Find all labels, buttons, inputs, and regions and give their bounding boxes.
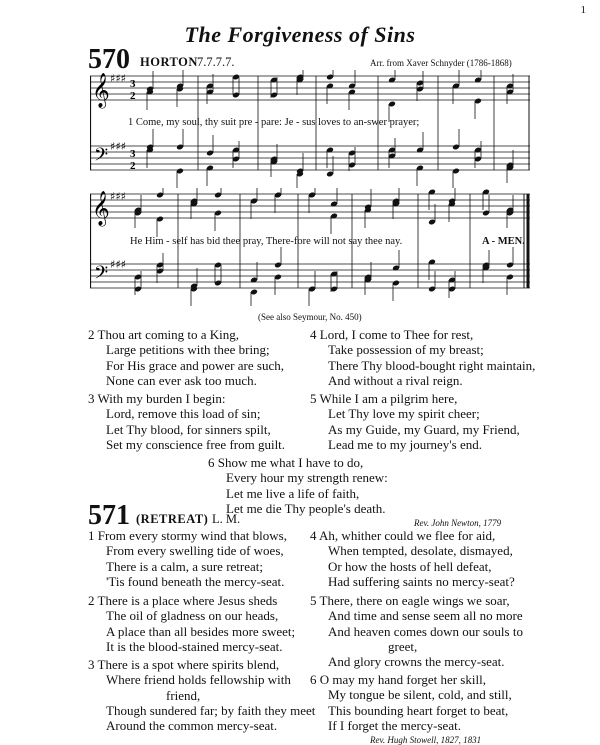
- lyrics-line-1: 1 Come, my soul, thy suit pre - pare: Je - sus loves to an-swer prayer;: [128, 117, 420, 128]
- verse-571-6: 6 O may my hand forget her skill, My tongue be silent, cold, and still, This bounding heart forget to beat, If I forget the mercy-seat.: [310, 672, 512, 733]
- bass-staff-1: [90, 146, 530, 170]
- music-system-1: [90, 70, 532, 188]
- verse-3: 3 With my burden I begin: Lord, remove this load of sin; Let Thy blood, for sinners spilt, Set my conscience free from guilt.: [88, 391, 286, 452]
- amen: A - MEN.: [482, 236, 525, 247]
- verse-5: 5 While I am a pilgrim here, Let Thy love my spirit cheer; As my Guide, my Guard, my Friend, Lead me to my journey's end.: [310, 391, 520, 452]
- key-sharps-icon: ♯♯♯: [110, 190, 126, 203]
- treble-clef-icon: 𝄞: [92, 191, 110, 226]
- lyrics-line-2: He Him - self has bid thee pray, There-fore will not say thee nay.: [130, 236, 403, 247]
- time-signature: 3: [130, 78, 136, 90]
- tune-name-571: (RETREAT): [136, 512, 209, 526]
- arranger-credit: Arr. from Xaver Schnyder (1786-1868): [370, 58, 512, 68]
- verse-571-2: 2 There is a place where Jesus sheds The oil of gladness on our heads, A place than all besides more sweet; It is the blood-stained mercy-seat.: [88, 593, 296, 654]
- time-signature: 2: [130, 90, 136, 102]
- key-sharps-icon: ♯♯♯: [110, 140, 126, 153]
- treble-staff-1: [90, 76, 530, 100]
- key-sharps-icon: ♯♯♯: [110, 72, 126, 85]
- key-sharps-icon: ♯♯♯: [110, 258, 126, 271]
- bass-clef-icon: 𝄢: [94, 263, 109, 288]
- see-also-note: (See also Seymour, No. 450): [258, 312, 362, 322]
- hymn-570-number: 570: [88, 44, 130, 75]
- verse-571-5: 5 There, there on eagle wings we soar, And time and sense seem all no more And heaven comes down our souls to greet, And glory crowns the mercy-seat.: [310, 593, 523, 670]
- hymn-571-number: 571: [88, 500, 130, 531]
- verse-2: 2 Thou art coming to a King, Large petitions with thee bring; For His grace and power are such, None can ever ask too much.: [88, 327, 284, 388]
- author-570: Rev. John Newton, 1779: [414, 518, 502, 528]
- treble-clef-icon: 𝄞: [92, 73, 110, 108]
- verse-6: 6 Show me what I have to do, Every hour my strength renew: Let me live a life of faith, Let me die Thy people's death.: [208, 455, 388, 516]
- verse-4: 4 Lord, I come to Thee for rest, Take possession of my breast; There Thy blood-bought right maintain, And without a rival reign.: [310, 327, 536, 388]
- meter-571: L. M.: [212, 512, 241, 526]
- treble-staff-2: [90, 194, 530, 218]
- author-571: Rev. Hugh Stowell, 1827, 1831: [370, 735, 482, 745]
- meter: 7.7.7.7.: [197, 55, 235, 69]
- verse-571-4: 4 Ah, whither could we flee for aid, When tempted, desolate, dismayed, Or how the hosts of hell defeat, Had suffering saints no mercy-seat?: [310, 528, 515, 589]
- tune-name: HORTON: [140, 55, 198, 69]
- bass-clef-icon: 𝄢: [94, 145, 109, 170]
- hymn-570-title: The Forgiveness of Sins: [184, 22, 416, 47]
- verse-571-3: 3 There is a spot where spirits blend, Where friend holds fellowship with friend, Though sundered far; by faith they meet Around the common mercy-seat.: [88, 657, 316, 734]
- page-number: 1: [580, 4, 586, 16]
- time-signature: 3: [130, 148, 136, 160]
- verse-571-1: 1 From every stormy wind that blows, From every swelling tide of woes, There is a calm, a sure retreat; 'Tis found beneath the mercy-seat.: [88, 528, 287, 589]
- time-signature: 2: [130, 160, 136, 172]
- bass-staff-2: [90, 264, 530, 288]
- music-system-2: [90, 188, 532, 306]
